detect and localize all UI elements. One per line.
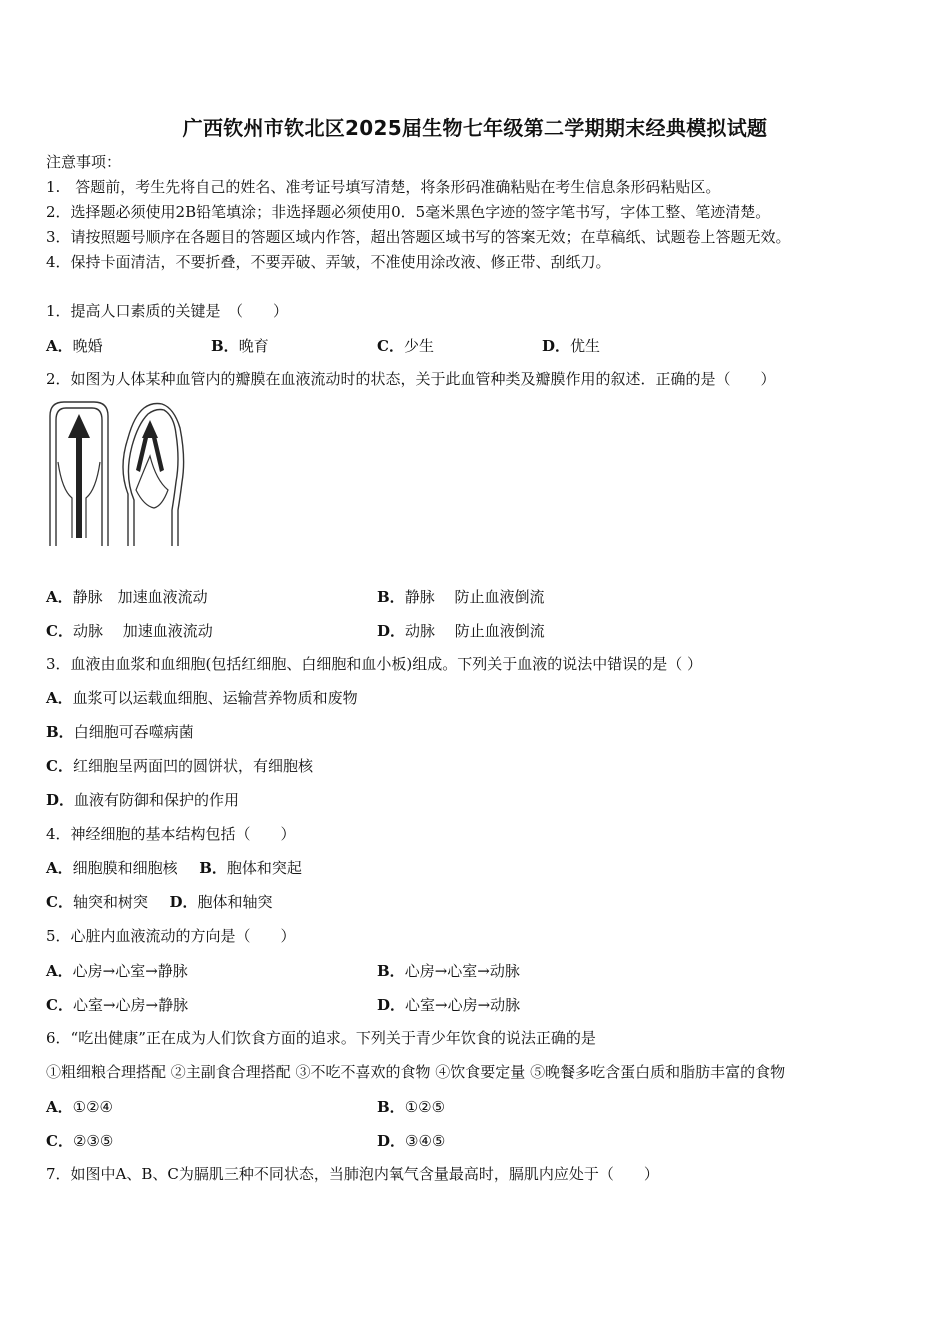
- option-label: D．: [542, 337, 571, 355]
- q1-option-b: [211, 335, 269, 356]
- q4-option-c: 轴突和树突: [72, 893, 148, 911]
- option-text: 白细胞可吞噬病菌: [73, 723, 194, 741]
- option-text: 血浆可以运载血细胞、运输营养物质和废物: [72, 689, 358, 707]
- q2-option-b: [377, 586, 544, 607]
- option-label: C．: [377, 337, 404, 355]
- notice-item-3: 3．请按照题号顺序在各题目的答题区域内作答，超出答题区域书写的答案无效；在草稿纸、试题卷上答题无效。: [46, 228, 791, 246]
- q3-option-d: [46, 790, 239, 810]
- q5-option-c: [46, 994, 188, 1015]
- option-label: B．: [377, 1098, 405, 1116]
- q4-option-a: 细胞膜和细胞核: [72, 859, 178, 877]
- q3-stem: 3．血液由血浆和血细胞(包括红细胞、白细胞和血小板)组成。下列关于血液的说法中错误的是（ ）: [46, 655, 703, 673]
- notice-item-1: 1. 答题前，考生先将自己的姓名、准考证号填写清楚，将条形码准确粘贴在考生信息条形码粘贴区。: [46, 178, 721, 196]
- q1-option-d: [542, 335, 600, 356]
- option-text: ②③⑤: [72, 1132, 114, 1150]
- option-label: A．: [46, 1098, 73, 1116]
- option-text: 心室→心房→动脉: [405, 996, 521, 1014]
- option-text: ①②⑤: [404, 1098, 446, 1116]
- notice-heading: 注意事项：: [46, 153, 122, 171]
- option-text: 动脉 加速血液流动: [72, 622, 213, 640]
- option-text: 静脉 防止血液倒流: [404, 588, 545, 606]
- q1-stem: 1．提高人口素质的关键是 （ ）: [46, 302, 289, 320]
- q3-option-a: [46, 688, 358, 708]
- option-label: D．: [169, 893, 198, 911]
- q2-option-a: [46, 586, 208, 607]
- q6-option-b: [377, 1096, 445, 1117]
- q5-option-b: [377, 960, 520, 981]
- option-label: C．: [46, 996, 73, 1014]
- option-text: 静脉 加速血液流动: [72, 588, 208, 606]
- option-label: B．: [46, 723, 74, 741]
- notice-item-2: 2．选择题必须使用2B铅笔填涂；非选择题必须使用0．5毫米黑色字迹的签字笔书写，字体工整、笔迹清楚。: [46, 203, 771, 221]
- option-label: A．: [46, 962, 73, 980]
- option-text: 心房→心室→动脉: [404, 962, 520, 980]
- q3-option-b: [46, 722, 194, 742]
- option-label: D．: [377, 996, 406, 1014]
- q2-stem: 2．如图为人体某种血管内的瓣膜在血液流动时的状态，关于此血管种类及瓣膜作用的叙述．正确的是（ ）: [46, 370, 776, 388]
- option-label: A．: [46, 689, 73, 707]
- option-label: D．: [377, 622, 406, 640]
- q6-items: ①粗细粮合理搭配 ②主副食合理搭配 ③不吃不喜欢的食物 ④饮食要定量 ⑤晚餐多吃含蛋白质和脂肪丰富的食物: [46, 1063, 786, 1081]
- option-text: ①②④: [72, 1098, 113, 1116]
- q6-stem: 6．“吃出健康”正在成为人们饮食方面的追求。下列关于青少年饮食的说法正确的是: [46, 1029, 596, 1047]
- option-label: B．: [199, 859, 227, 877]
- option-text: 血液有防御和保护的作用: [74, 791, 240, 809]
- q1-option-c: [377, 335, 434, 356]
- upward-arrow-icon: [68, 414, 90, 538]
- option-label: C．: [46, 757, 73, 775]
- option-text: 动脉 防止血液倒流: [405, 622, 545, 640]
- option-label: C．: [46, 622, 73, 640]
- option-label: A．: [46, 337, 73, 355]
- option-label: A．: [46, 588, 73, 606]
- option-text: 优生: [570, 337, 601, 355]
- q4-option-d: 胞体和轴突: [197, 893, 273, 911]
- q4-stem: 4．神经细胞的基本结构包括（ ）: [46, 825, 296, 843]
- option-text: 少生: [403, 337, 434, 355]
- option-label: C．: [46, 893, 73, 911]
- q2-option-c: [46, 620, 213, 641]
- option-label: B．: [377, 588, 405, 606]
- closed-valve-vessel: [123, 404, 184, 547]
- backflow-arrow-icon: [136, 420, 164, 472]
- option-text: ③④⑤: [405, 1132, 446, 1150]
- option-text: 晚婚: [72, 337, 103, 355]
- q5-option-a: [46, 960, 188, 981]
- q5-option-d: [377, 994, 520, 1015]
- vein-valve-figure: [44, 398, 190, 550]
- q6-option-c: [46, 1130, 113, 1151]
- option-label: D．: [46, 791, 75, 809]
- option-label: A．: [46, 859, 73, 877]
- option-label: D．: [377, 1132, 406, 1150]
- notice-item-4: 4．保持卡面清洁，不要折叠，不要弄破、弄皱，不准使用涂改液、修正带、刮纸刀。: [46, 253, 611, 271]
- q5-stem: 5．心脏内血液流动的方向是（ ）: [46, 927, 296, 945]
- option-text: 心室→心房→静脉: [72, 996, 189, 1014]
- q2-option-d: [377, 620, 545, 641]
- q7-stem: 7．如图中A、B、C为膈肌三种不同状态，当肺泡内氧气含量最高时，膈肌内应处于（ ）: [46, 1165, 659, 1183]
- q4-options-ab: [46, 858, 302, 878]
- q6-option-a: [46, 1096, 113, 1117]
- option-label: B．: [377, 962, 405, 980]
- option-text: 晚育: [238, 337, 269, 355]
- option-text: 红细胞呈两面凹的圆饼状，有细胞核: [72, 757, 313, 775]
- option-label: C．: [46, 1132, 73, 1150]
- q6-option-d: [377, 1130, 445, 1151]
- option-text: 心房→心室→静脉: [72, 962, 188, 980]
- q4-option-b: 胞体和突起: [226, 859, 302, 877]
- q1-option-a: [46, 335, 103, 356]
- page-title: 广西钦州市钦北区2025届生物七年级第二学期期末经典模拟试题: [182, 116, 768, 140]
- q4-options-cd: [46, 892, 273, 912]
- q3-option-c: [46, 756, 313, 776]
- option-label: B．: [211, 337, 239, 355]
